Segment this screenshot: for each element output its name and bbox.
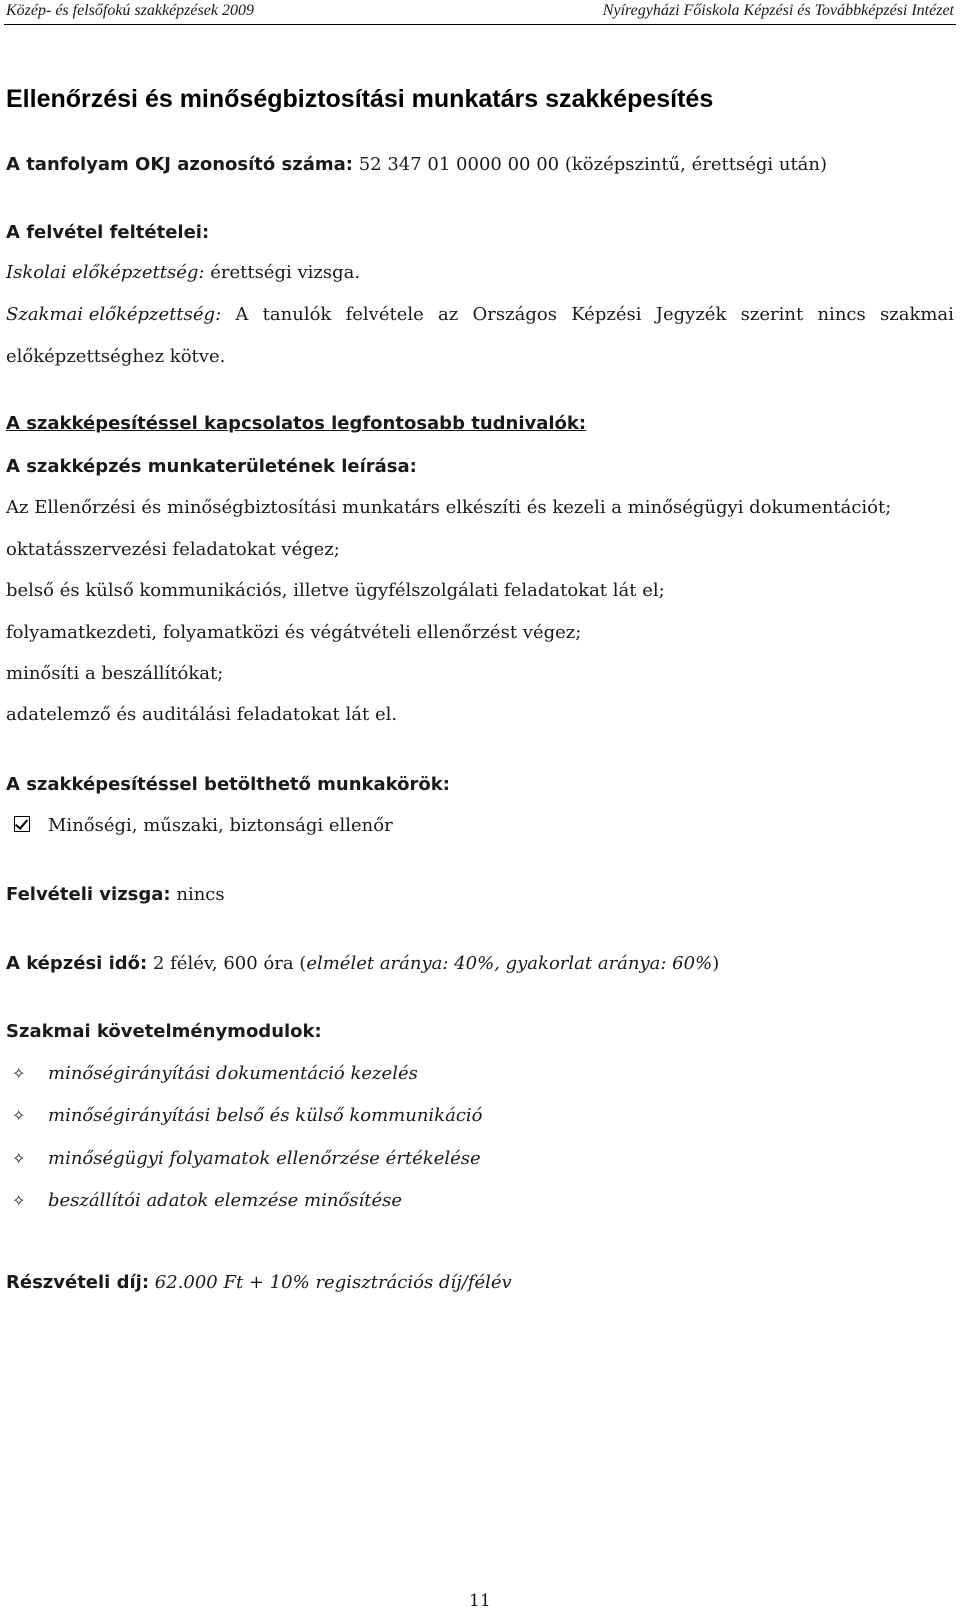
duration-line — [6, 953, 719, 974]
page-header — [0, 0, 960, 26]
module-item — [6, 1063, 418, 1084]
job-item-label: Minőségi, műszaki, biztonsági ellenőr — [48, 815, 393, 836]
school-prereq-value: érettségi vizsga. — [204, 262, 361, 283]
duration-close: ) — [712, 953, 720, 974]
duration-label: A képzési idő: — [6, 953, 148, 974]
module-item — [6, 1105, 483, 1126]
okj-line — [6, 154, 827, 175]
fee-label: Részvételi díj: — [6, 1272, 150, 1293]
header-right-text: Nyíregyházi Főiskola Képzési és Továbbképzési Intézet — [602, 2, 954, 19]
checkbox-icon — [14, 816, 30, 832]
module-item — [6, 1148, 481, 1169]
module-label: minőségirányítási dokumentáció kezelés — [48, 1063, 418, 1084]
okj-label: A tanfolyam OKJ azonosító száma: — [6, 154, 353, 175]
jobs-heading: A szakképesítéssel betölthető munkakörök: — [6, 774, 450, 795]
school-prereq-label: Iskolai előképzettség: — [6, 262, 205, 283]
modules-heading: Szakmai követelménymodulok: — [6, 1021, 322, 1042]
header-divider — [4, 24, 956, 25]
module-label: minőségügyi folyamatok ellenőrzése értékelése — [48, 1148, 481, 1169]
info-heading: A szakképesítéssel kapcsolatos legfontosabb tudnivalók: — [6, 413, 587, 434]
prof-word: A — [235, 304, 249, 325]
star-bullet-icon: ✧ — [12, 1106, 26, 1125]
work-area-line: adatelemző és auditálási feladatokat lát el. — [6, 704, 398, 725]
module-label: minőségirányítási belső és külső kommunikáció — [48, 1105, 483, 1126]
work-area-heading: A szakképzés munkaterületének leírása: — [6, 456, 417, 477]
prof-word: szerint — [740, 304, 804, 325]
duration-ratio: elmélet aránya: 40%, gyakorlat aránya: 60% — [306, 953, 713, 974]
work-area-line: Az Ellenőrzési és minőségbiztosítási munkatárs elkészíti és kezeli a minőségügyi dokumentációt; — [6, 497, 892, 518]
exam-line — [6, 884, 225, 905]
prof-prereq-label: Szakmai előképzettség: — [6, 304, 222, 325]
star-bullet-icon: ✧ — [12, 1191, 26, 1210]
prof-word: tanulók — [262, 304, 332, 325]
fee-line — [6, 1272, 512, 1293]
job-item — [6, 815, 393, 836]
work-area-line: minősíti a beszállítókat; — [6, 663, 224, 684]
exam-label: Felvételi vizsga: — [6, 884, 171, 905]
prof-word: nincs — [817, 304, 866, 325]
duration-value: 2 félév, 600 óra ( — [147, 953, 307, 974]
fee-value: 62.000 Ft + 10% regisztrációs díj/félév — [149, 1272, 512, 1293]
star-bullet-icon: ✧ — [12, 1149, 26, 1168]
module-label: beszállítói adatok elemzése minősítése — [48, 1190, 403, 1211]
exam-value: nincs — [170, 884, 225, 905]
header-left-text: Közép- és felsőfokú szakképzések 2009 — [6, 2, 254, 19]
prof-word: Jegyzék — [655, 304, 727, 325]
page-title: Ellenőrzési és minőségbiztosítási munkatárs szakképesítés — [6, 85, 714, 113]
module-item — [6, 1190, 402, 1211]
prof-word: az — [438, 304, 459, 325]
work-area-line: belső és külső kommunikációs, illetve ügyfélszolgálati feladatokat lát el; — [6, 580, 665, 601]
prof-word: felvétele — [345, 304, 424, 325]
prof-prereq-line — [6, 304, 954, 325]
prof-prereq-continuation: előképzettséghez kötve. — [6, 346, 226, 367]
admission-heading: A felvétel feltételei: — [6, 222, 210, 243]
okj-value: 52 347 01 0000 00 00 (középszintű, érettségi után) — [352, 154, 828, 175]
page-number: 11 — [469, 1591, 491, 1611]
star-bullet-icon: ✧ — [12, 1064, 26, 1083]
work-area-line: folyamatkezdeti, folyamatközi és végátvételi ellenőrzést végez; — [6, 622, 582, 643]
prof-word: szakmai — [880, 304, 954, 325]
prof-word: Képzési — [571, 304, 642, 325]
school-prereq-line — [6, 262, 360, 283]
prof-word: Országos — [472, 304, 557, 325]
work-area-line: oktatásszervezési feladatokat végez; — [6, 539, 340, 560]
